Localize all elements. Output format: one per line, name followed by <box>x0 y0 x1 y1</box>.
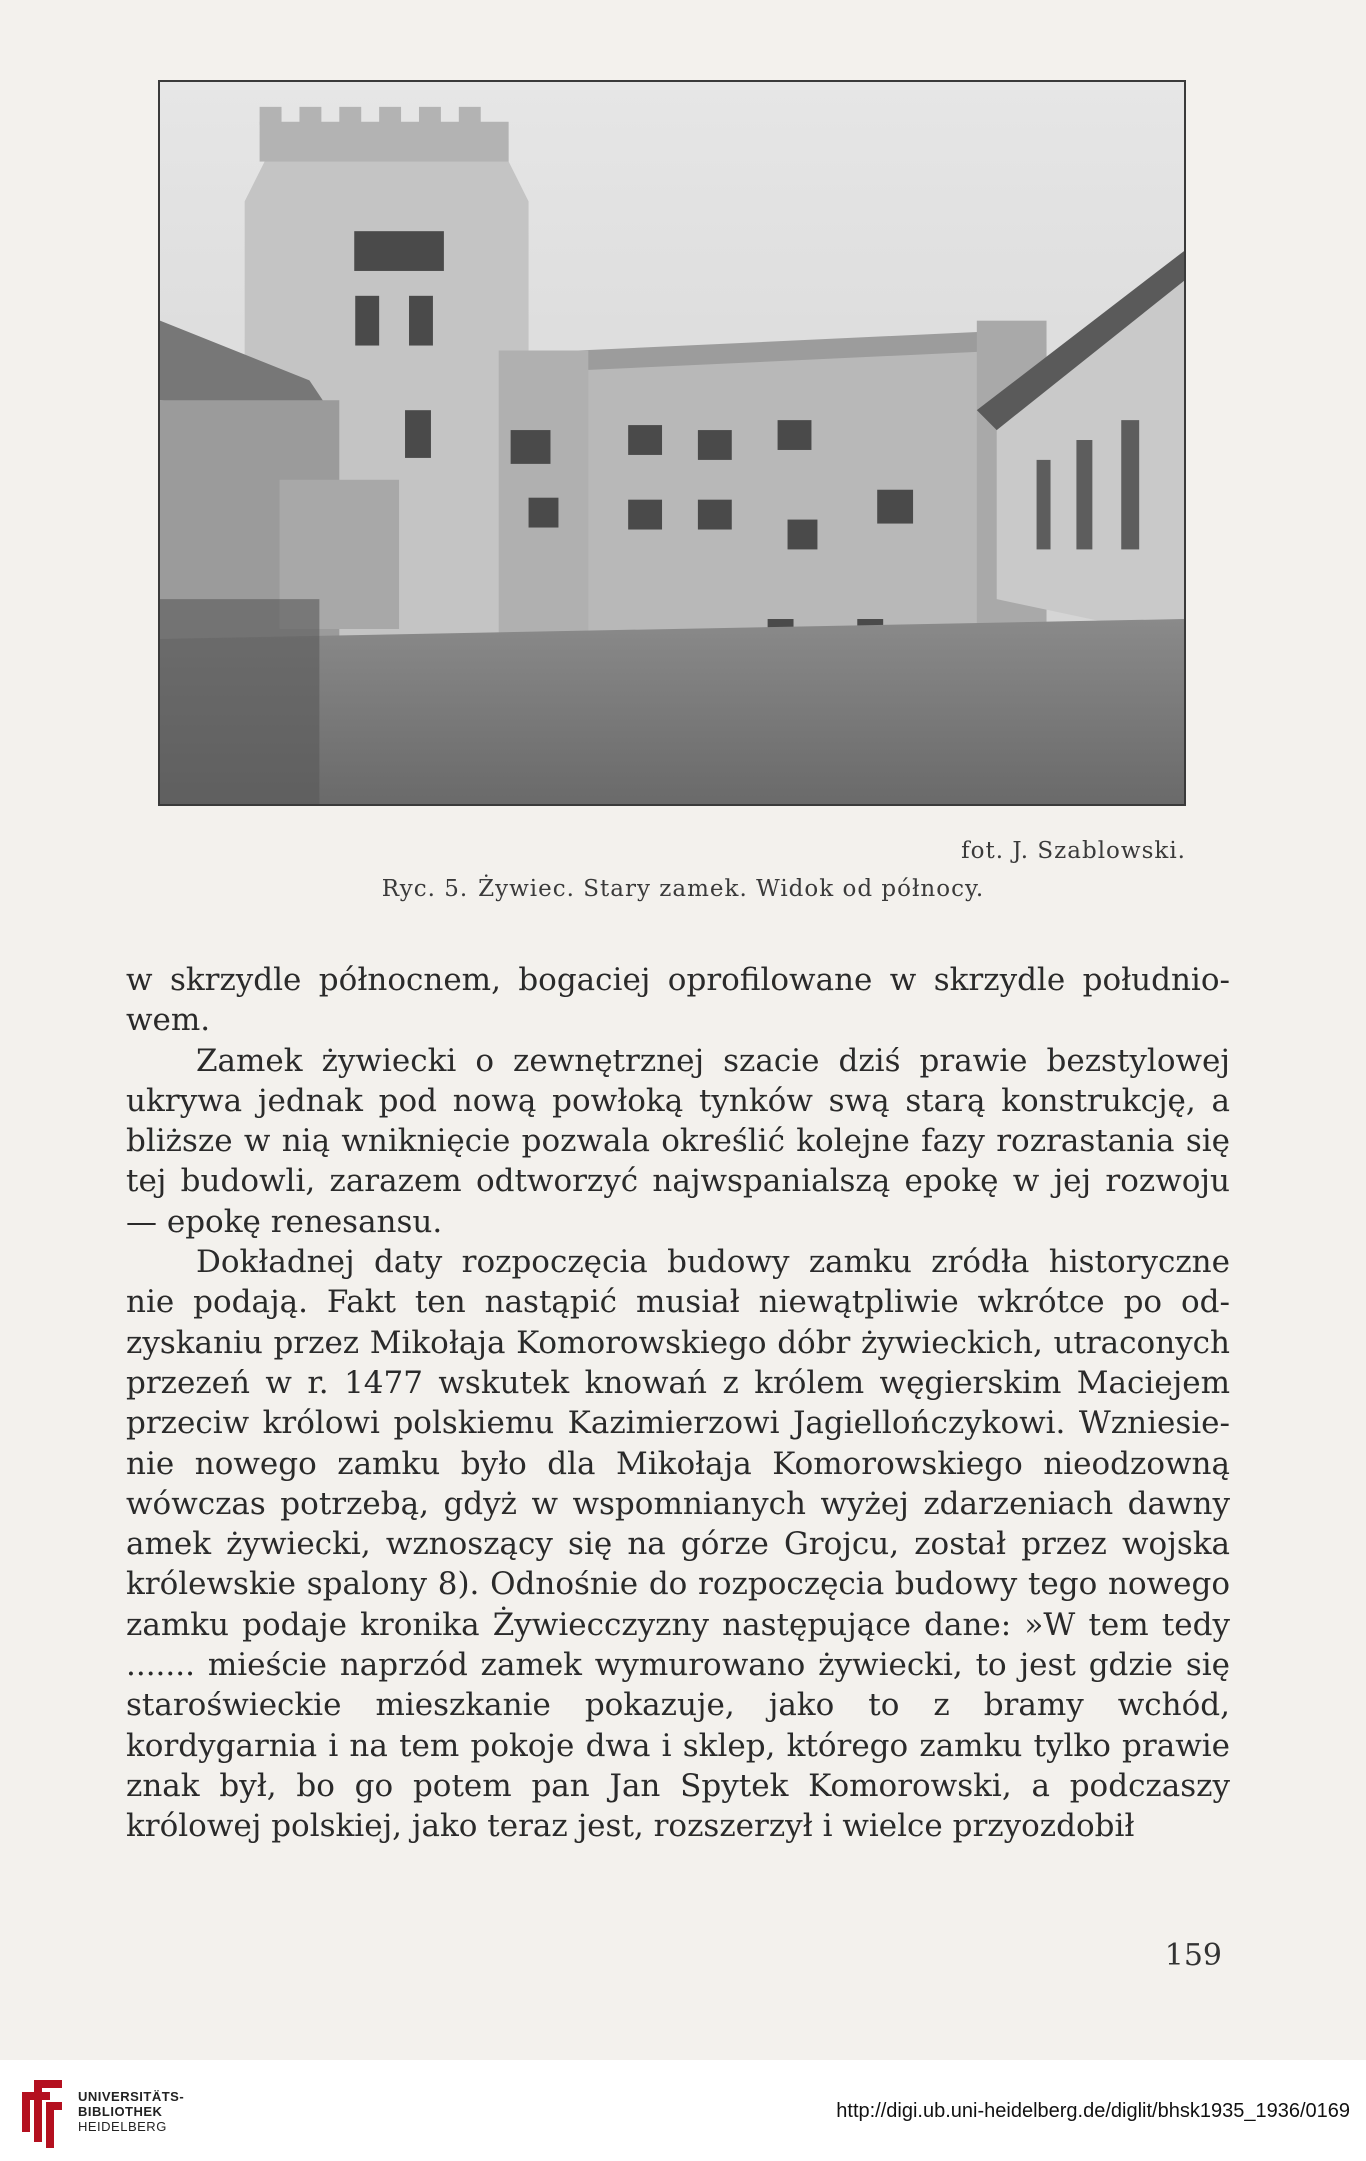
library-name: UNIVERSITÄTS- BIBLIOTHEK HEIDELBERG <box>78 2089 185 2134</box>
castle-photograph <box>158 80 1186 806</box>
castle-courtyard-image <box>160 82 1184 804</box>
body-text <box>126 960 1230 1847</box>
digitization-footer <box>0 2060 1366 2161</box>
paragraph: w skrzydle północnem, bogaciej oprofilowane w skrzydle południowem. <box>126 962 1230 1039</box>
figure-caption <box>0 876 1366 902</box>
caption-text: Żywiec. Stary zamek. Widok od północy. <box>478 876 985 902</box>
caption-number: Ryc. 5. <box>381 876 469 902</box>
page-number: 159 <box>1164 1938 1222 1973</box>
photo-credit: fot. J. Szablowski. <box>961 838 1186 864</box>
university-library-heidelberg-logo-icon <box>14 2072 74 2150</box>
paragraph: Zamek żywiecki o zewnętrznej szacie dziś prawie bezstylowej ukrywa jednak pod nową powłoką tynków swą starą konstrukcję, a bliższe w nią wniknięcie pozwala określić kolejne fazy rozrastania się tej budowli, zarazem odtworzyć najwspanialszą epokę w jej rozwoju — epokę renesansu. <box>126 1042 1230 1240</box>
source-url-link[interactable]: http://digi.ub.uni-heidelberg.de/diglit/bhsk1935_1936/0169 <box>836 2100 1350 2122</box>
paragraph: Dokładnej daty rozpoczęcia budowy zamku zródła historyczne nie podają. Fakt ten nastąpić musiał niewątpliwie wkrótce po odzyskaniu przez Mikołaja Komorowskiego dóbr żywieckich, utraconych przezeń w r. 1477 wskutek knowań z królem węgierskim Maciejem przeciw królowi polskiemu Kazimierzowi Jagiellończykowi. Wzniesienie nowego zamku było dla Mikołaja Komorowskiego nieodzowną wówczas potrzebą, gdyż w wspomnianych wyżej zdarzeniach dawny amek żywiecki, wznoszący się na górze Grojcu, został przez wojska królewskie spalony 8). Odnośnie do rozpoczęcia budowy tego nowego zamku podaje kronika Żywiecczyzny następujące dane: »W tem tedy ....... mieście naprzód zamek wymurowano żywiecki, to jest gdzie się staroświeckie mieszkanie pokazuje, jako to z bramy wchód, kordygarnia i na tem pokoje dwa i sklep, którego zamku tylko prawie znak był, bo go potem pan Jan Spytek Komorowski, a podczaszy królowej polskiej, jako teraz jest, rozszerzył i wielce przyozdobił <box>126 1244 1230 1845</box>
